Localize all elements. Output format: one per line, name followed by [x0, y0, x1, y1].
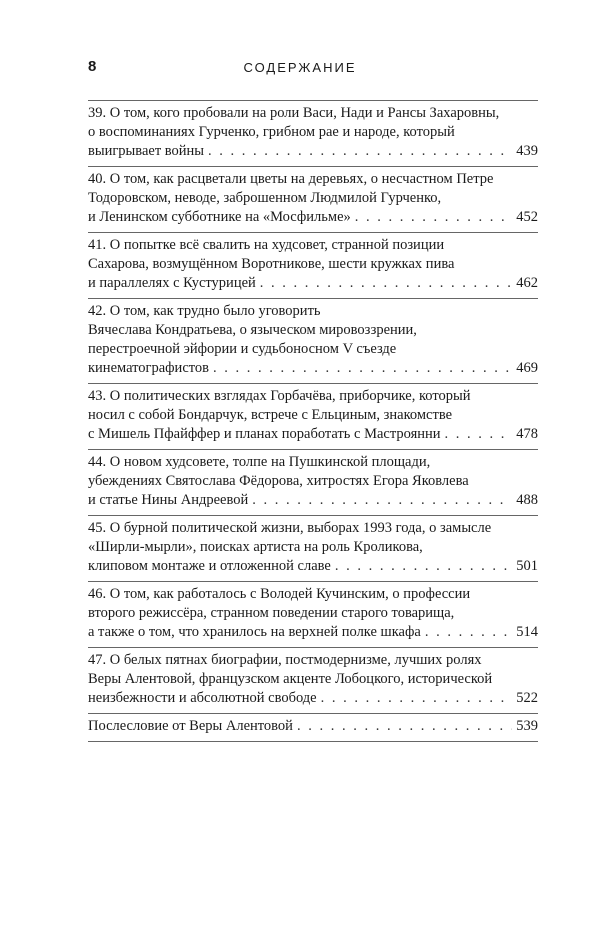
toc-entry-line: 45. О бурной политической жизни, выборах 1993 года, о замысле [88, 520, 492, 536]
dot-leader [335, 557, 512, 576]
toc-entry-line: Тодоровском, неводе, заброшенном Людмилой Гурченко, [88, 190, 442, 206]
toc-entry-line: 39. О том, кого пробовали на роли Васи, Нади и Рансы Захаровны, [88, 105, 500, 121]
toc-entry-line: 44. О новом худсовете, толпе на Пушкинской площади, [88, 454, 431, 470]
toc-entry-line: убеждениях Святослава Фёдорова, хитростях Егора Яковлева [88, 473, 469, 489]
dot-leader [213, 359, 512, 378]
toc-entry-line: 43. О политических взглядах Горбачёва, приборчике, который [88, 388, 471, 404]
toc-entry-last-line [88, 359, 538, 378]
toc-page-number: 462 [516, 275, 538, 291]
toc-entry [88, 516, 538, 582]
toc-entry-text: Послесловие от Веры Алентовой [88, 718, 293, 734]
toc-page-number: 501 [516, 558, 538, 574]
toc-entry [88, 384, 538, 450]
toc-entry-text: и параллелях с Кустурицей [88, 275, 256, 291]
toc-entry-last-line [88, 557, 538, 576]
toc-entry-text: и статье Нины Андреевой [88, 492, 249, 508]
toc-entry-last-line [88, 208, 538, 227]
dot-leader [321, 689, 513, 708]
toc-entry-text: кинематографистов [88, 360, 209, 376]
toc-entry [88, 648, 538, 714]
toc-entry-last-line [88, 142, 538, 161]
toc-entry-line: носил с собой Бондарчук, встрече с Ельциным, знакомстве [88, 407, 453, 423]
toc-entry [88, 299, 538, 384]
toc-page-number: 539 [516, 718, 538, 734]
toc-entry-last-line [88, 717, 538, 736]
toc-entry-line: перестроечной эйфории и судьбоносном V съезде [88, 341, 397, 357]
toc-entry-line: 42. О том, как трудно было уговорить [88, 303, 321, 319]
dot-leader [297, 717, 512, 736]
toc-page-number: 452 [516, 209, 538, 225]
toc-entry [88, 714, 538, 742]
toc-page-number: 439 [516, 143, 538, 159]
dot-leader [260, 274, 512, 293]
toc-page-number: 469 [516, 360, 538, 376]
toc-entry-line: «Ширли-мырли», поисках артиста на роль Кроликова, [88, 539, 423, 555]
toc-entry [88, 167, 538, 233]
toc-page-number: 488 [516, 492, 538, 508]
toc-entry [88, 101, 538, 167]
dot-leader [425, 623, 512, 642]
page-number: 8 [88, 58, 97, 75]
toc-entry-last-line [88, 689, 538, 708]
toc-entry-text: и Ленинском субботнике на «Мосфильме» [88, 209, 351, 225]
dot-leader [445, 425, 513, 444]
toc-entry-text: неизбежности и абсолютной свободе [88, 690, 317, 706]
toc-entry-line: второго режиссёра, странном поведении старого товарища, [88, 605, 455, 621]
toc-entry-line: 47. О белых пятнах биографии, постмодернизме, лучших ролях [88, 652, 482, 668]
toc-entry-line: Сахарова, возмущённом Воротникове, шести кружках пива [88, 256, 455, 272]
toc-entry-last-line [88, 425, 538, 444]
toc-page-number: 478 [516, 426, 538, 442]
toc-entry [88, 582, 538, 648]
toc-entry [88, 233, 538, 299]
dot-leader [355, 208, 512, 227]
toc-entry-text: с Мишель Пфайффер и планах поработать с Мастроянни [88, 426, 441, 442]
running-head: СОДЕРЖАНИЕ [243, 60, 357, 75]
toc-entry-text: а также о том, что хранилось на верхней полке шкафа [88, 624, 421, 640]
toc-entry-last-line [88, 491, 538, 510]
toc-entry-line: о воспоминаниях Гурченко, грибном рае и народе, который [88, 124, 455, 140]
toc-entry-line: 41. О попытке всё свалить на худсовет, странной позиции [88, 237, 445, 253]
toc-entry-last-line [88, 274, 538, 293]
dot-leader [208, 142, 512, 161]
toc-entry-text: клиповом монтаже и отложенной славе [88, 558, 331, 574]
table-of-contents [88, 100, 538, 742]
toc-entry-line: 46. О том, как работалось с Володей Кучинским, о профессии [88, 586, 471, 602]
toc-entry-line: 40. О том, как расцветали цветы на деревьях, о несчастном Петре [88, 171, 494, 187]
toc-page-number: 522 [516, 690, 538, 706]
toc-entry-line: Вячеслава Кондратьева, о языческом мировоззрении, [88, 322, 417, 338]
toc-page-number: 514 [516, 624, 538, 640]
toc-entry-last-line [88, 623, 538, 642]
toc-entry-text: выигрывает войны [88, 143, 205, 159]
dot-leader [252, 491, 512, 510]
toc-entry [88, 450, 538, 516]
toc-entry-line: Веры Алентовой, французском акценте Лобоцкого, исторической [88, 671, 493, 687]
